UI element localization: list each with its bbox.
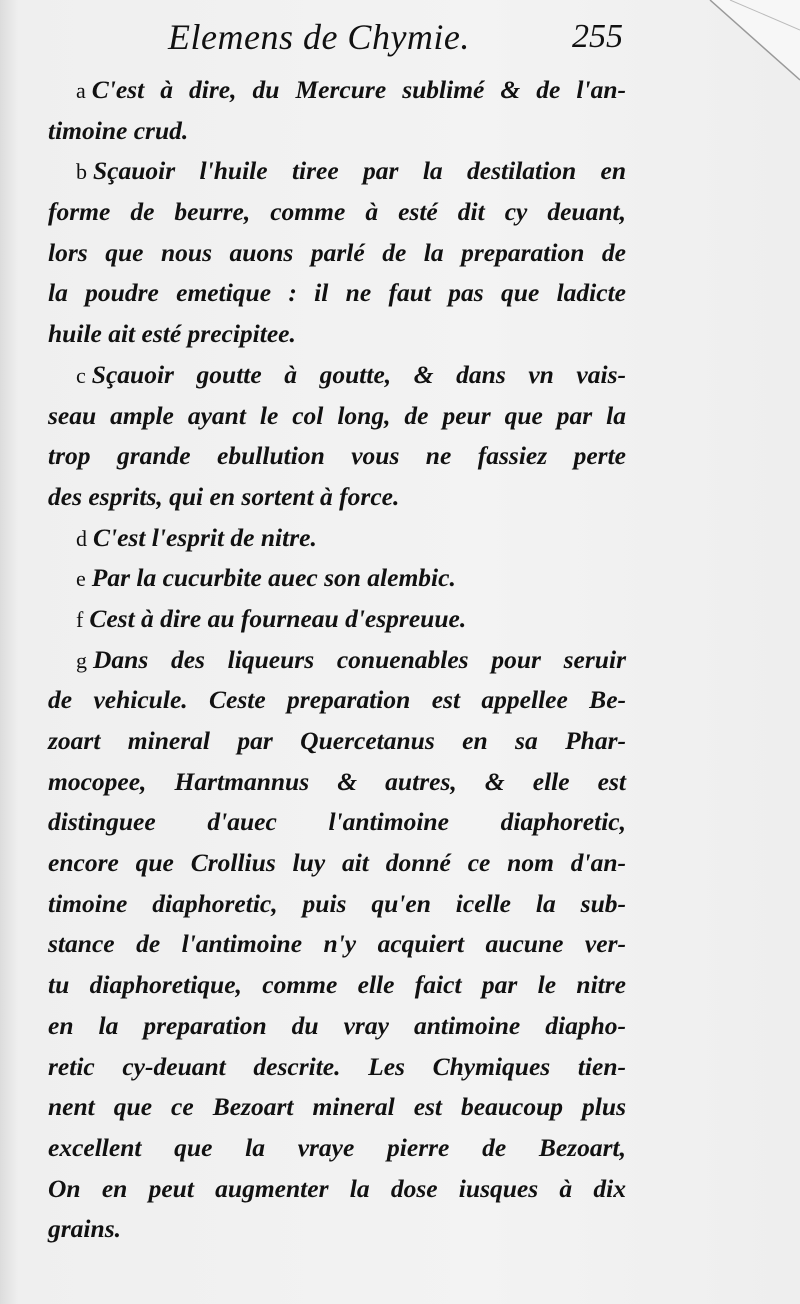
note-e-line-1: e Par la cucurbite auec son alembic.: [76, 563, 456, 593]
note-marker: g: [76, 647, 87, 673]
running-title: Elemens de Chymie.: [168, 17, 470, 57]
note-g-line-4: mocopee, Hartmannus & autres, & elle est: [48, 766, 626, 796]
note-b-line-2: forme de beurre, comme à esté dit cy deuant,: [48, 197, 626, 227]
note-marker: e: [76, 566, 86, 592]
note-g-line-14: On en peut augmenter la dose iusques à dix: [48, 1173, 626, 1203]
note-g-line-7: timoine diaphoretic, puis qu'en icelle la sub-: [48, 888, 626, 918]
note-b-line-5: huile ait esté precipitee.: [48, 319, 296, 349]
note-a-line-2: timoine crud.: [48, 115, 189, 145]
note-d-line-1: d C'est l'esprit de nitre.: [76, 522, 317, 552]
note-b-line-3: lors que nous auons parlé de la preparation de: [48, 237, 626, 267]
note-c-line-4: des esprits, qui en sortent à force.: [48, 481, 400, 511]
note-a-line-1: a C'est à dire, du Mercure sublimé & de l'an-: [76, 75, 626, 104]
notes-text: [48, 70, 626, 1250]
note-g-line-8: stance de l'antimoine n'y acquiert aucune ver-: [48, 929, 626, 959]
note-c-line-1: c Sçauoir goutte à goutte, & dans vn vais-: [76, 359, 626, 389]
note-g-line-1: g Dans des liqueurs conuenables pour seruir: [76, 644, 626, 674]
note-c-line-3: trop grande ebullution vous ne fassiez perte: [48, 441, 626, 471]
note-marker: b: [76, 159, 87, 185]
note-f-line-1: f Cest à dire au fourneau d'espreuue.: [76, 603, 467, 633]
note-g-line-11: retic cy-deuant descrite. Les Chymiques tien-: [48, 1051, 626, 1081]
page-number: 255: [572, 18, 623, 55]
note-g-line-9: tu diaphoretique, comme elle faict par le nitre: [48, 970, 626, 1000]
note-g-line-12: nent que ce Bezoart mineral est beaucoup plus: [48, 1092, 626, 1122]
note-b-line-1: b Sçauoir l'huile tiree par la destilation en: [76, 156, 626, 186]
page-header: [0, 16, 800, 60]
note-marker: f: [76, 606, 84, 632]
note-g-line-10: en la preparation du vray antimoine diapho-: [48, 1010, 626, 1040]
note-g-line-2: de vehicule. Ceste preparation est appellee Be-: [48, 685, 626, 715]
note-marker: d: [76, 525, 87, 551]
note-g-line-3: zoart mineral par Quercetanus en sa Phar-: [48, 726, 626, 755]
note-g-line-5: distinguee d'auec l'antimoine diaphoretic,: [48, 807, 626, 837]
note-marker: a: [76, 78, 86, 103]
note-marker: c: [76, 362, 86, 388]
note-c-line-2: seau ample ayant le col long, de peur que par la: [48, 400, 626, 430]
note-b-line-4: la poudre emetique : il ne faut pas que ladicte: [48, 278, 626, 308]
note-g-line-15: grains.: [48, 1214, 121, 1244]
note-g-line-6: encore que Crollius luy ait donné ce nom d'an-: [48, 848, 626, 878]
note-g-line-13: excellent que la vraye pierre de Bezoart,: [48, 1132, 626, 1162]
